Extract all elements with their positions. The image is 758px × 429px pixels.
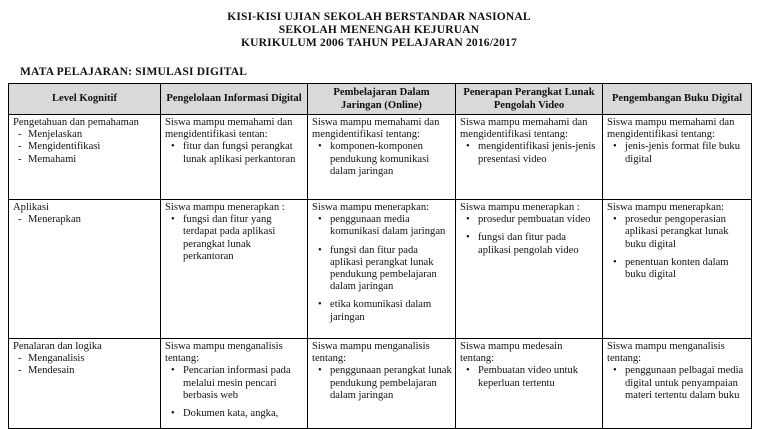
list-item: - Mendesain (17, 365, 157, 377)
level-cell (9, 200, 161, 339)
level-title: Aplikasi (13, 202, 49, 213)
list-item: • fungsi dan fitur pada aplikasi pengolah video (464, 232, 599, 256)
table-row (9, 115, 752, 200)
level-title: Pengetahuan dan pemahaman (13, 117, 139, 128)
cell-stem: Siswa mampu memahami dan mengidentifikasi tentang: (460, 117, 588, 141)
cell-stem: Siswa mampu menganalisis tentang: (312, 341, 430, 365)
column-header-video: Penerapan Perangkat Lunak Pengolah Video (456, 84, 603, 115)
cell-stem: Siswa mampu menganalisis tentang: (165, 341, 283, 365)
header-title: KISI-KISI UJIAN SEKOLAH BERSTANDAR NASIONAL (227, 11, 531, 23)
list-item: • mengidentifikasi jenis-jenis presentasi video (464, 141, 599, 165)
level-list (13, 129, 157, 166)
column-header-informasi: Pengelolaan Informasi Digital (161, 84, 308, 115)
subject-title: MATA PELAJARAN: SIMULASI DIGITAL (20, 66, 248, 78)
list-item: • komponen-komponen pendukung komunikasi dalam jaringan (316, 141, 452, 178)
list-item: • fitur dan fungsi perangkat lunak aplikasi perkantoran (169, 141, 304, 165)
document-header (0, 11, 758, 50)
bullet-list (312, 214, 452, 324)
cell-stem: Siswa mampu memahami dan mengidentifikasi tentang: (607, 117, 735, 141)
bullet-list (165, 214, 304, 263)
header-school: SEKOLAH MENENGAH KEJURUAN (278, 24, 480, 36)
cell-stem: Siswa mampu menerapkan : (460, 202, 580, 213)
list-item: • penggunaan media komunikasi dalam jaringan (316, 214, 452, 238)
header-curriculum: KURIKULUM 2006 TAHUN PELAJARAN 2016/2017 (241, 37, 517, 49)
list-item: • penentuan konten dalam buku digital (611, 257, 748, 281)
bullet-list (460, 365, 599, 389)
list-item: • prosedur pengoperasian aplikasi perangkat lunak buku digital (611, 214, 748, 251)
cell-stem: Siswa mampu menganalisis tentang: (607, 341, 725, 365)
table-row (9, 339, 752, 429)
list-item: - Menganalisis (17, 353, 157, 365)
bullet-list (312, 365, 452, 402)
table-cell (308, 339, 456, 429)
table-cell (456, 200, 603, 339)
kisi-kisi-table (8, 83, 752, 429)
bullet-list (165, 365, 304, 420)
table-cell (161, 200, 308, 339)
bullet-list (165, 141, 304, 165)
list-item: • fungsi dan fitur yang terdapat pada aplikasi perangkat lunak perkantoran (169, 214, 304, 263)
bullet-list (607, 141, 748, 165)
list-item: - Memahami (17, 154, 157, 166)
list-item: • jenis-jenis format file buku digital (611, 141, 748, 165)
level-list (13, 353, 157, 377)
list-item: • penggunaan pelbagai media digital untuk penyampaian materi tertentu dalam buku (611, 365, 748, 402)
cell-stem: Siswa mampu memahami dan mengidentifikasi tentan: (165, 117, 293, 141)
bullet-list (607, 365, 748, 402)
level-cell (9, 339, 161, 429)
table-cell (456, 115, 603, 200)
table-cell (161, 339, 308, 429)
list-item: - Menerapkan (17, 214, 157, 226)
list-item: • Pembuatan video untuk keperluan tertentu (464, 365, 599, 389)
cell-stem: Siswa mampu menerapkan: (607, 202, 725, 213)
level-cell (9, 115, 161, 200)
bullet-list (460, 214, 599, 257)
list-item: • fungsi dan fitur pada aplikasi perangkat lunak pendukung pembelajaran dalam jaringan (316, 245, 452, 294)
column-header-jaringan: Pembelajaran Dalam Jaringan (Online) (308, 84, 456, 115)
table-row (9, 200, 752, 339)
cell-stem: Siswa mampu menerapkan: (312, 202, 430, 213)
list-item: • prosedur pembuatan video (464, 214, 599, 226)
bullet-list (460, 141, 599, 165)
column-header-level: Level Kognitif (9, 84, 161, 115)
table-cell (308, 200, 456, 339)
table-cell (456, 339, 603, 429)
list-item: • penggunaan perangkat lunak pendukung pembelajaran dalam jaringan (316, 365, 452, 402)
table-cell (161, 115, 308, 200)
cell-stem: Siswa mampu memahami dan mengidentifikasi tentang: (312, 117, 440, 141)
list-item: • etika komunikasi dalam jaringan (316, 299, 452, 323)
bullet-list (607, 214, 748, 281)
column-header-buku: Pengembangan Buku Digital (603, 84, 752, 115)
bullet-list (312, 141, 452, 178)
table-header-row (9, 84, 752, 115)
cell-stem: Siswa mampu menerapkan : (165, 202, 285, 213)
table-cell (603, 339, 752, 429)
list-item: - Mengidentifikasi (17, 141, 157, 153)
level-list (13, 214, 157, 226)
cell-stem: Siswa mampu medesain tentang: (460, 341, 563, 365)
list-item: - Menjelaskan (17, 129, 157, 141)
list-item: • Dokumen kata, angka, (169, 408, 304, 420)
table-cell (308, 115, 456, 200)
table-cell (603, 200, 752, 339)
list-item: • Pencarian informasi pada melalui mesin pencari berbasis web (169, 365, 304, 402)
table-cell (603, 115, 752, 200)
level-title: Penalaran dan logika (13, 341, 102, 352)
